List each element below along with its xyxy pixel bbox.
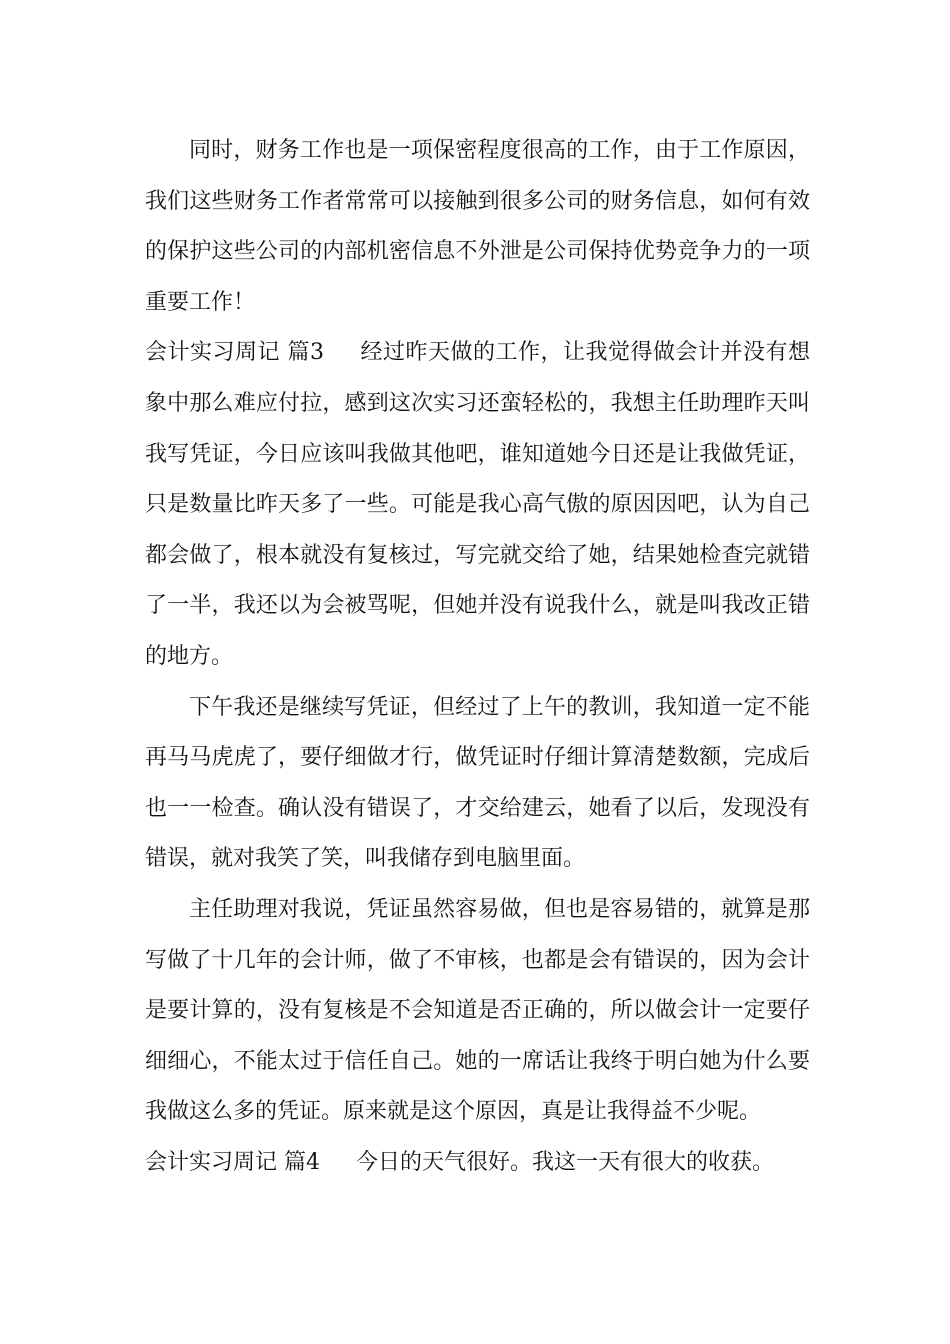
- paragraph-text: 经过昨天做的工作，让我觉得做会计并没有想象中那么难应付拉，感到这次实习还蛮轻松的，我想主任助理昨天叫我写凭证，今日应该叫我做其他吧，谁知道她今日还是让我做凭证，只是数量比昨天多了一些。可能是我心高气傲的原因因吧，认为自己都会做了，根本就没有复核过，写完就交给了她，结果她检查完就错了一半，我还以为会被骂呢，但她并没有说我什么，就是叫我改正错的地方。: [145, 340, 810, 669]
- section-heading-week-4: 会计实习周记 篇4: [145, 1149, 320, 1175]
- paragraph-text: 同时，财务工作也是一项保密程度很高的工作，由于工作原因，我们这些财务工作者常常可以接触到很多公司的财务信息，如何有效的保护这些公司的内部机密信息不外泄是公司保持优势竞争力的一项重要工作！: [145, 138, 810, 315]
- paragraph-confidentiality: [145, 126, 810, 328]
- paragraph-text: 今日的天气很好。我这一天有很大的收获。: [356, 1149, 775, 1175]
- section-week-4: [145, 1138, 810, 1189]
- paragraph-assistant-advice: [145, 885, 810, 1138]
- paragraph-text: 主任助理对我说，凭证虽然容易做，但也是容易错的，就算是那写做了十几年的会计师，做了不审核，也都是会有错误的，因为会计是要计算的，没有复核是不会知道是否正确的，所以做会计一定要仔细细心，不能太过于信任自己。她的一席话让我终于明白她为什么要我做这么多的凭证。原来就是这个原因，真是让我得益不少呢。: [145, 896, 810, 1125]
- section-heading-week-3: 会计实习周记 篇3: [145, 340, 324, 366]
- section-week-3: [145, 328, 810, 682]
- paragraph-text: 下午我还是继续写凭证，但经过了上午的教训，我知道一定不能再马马虎虎了，要仔细做才行，做凭证时仔细计算清楚数额，完成后也一一检查。确认没有错误了，才交给建云，她看了以后，发现没有错误，就对我笑了笑，叫我储存到电脑里面。: [145, 694, 810, 872]
- paragraph-afternoon: [145, 683, 810, 885]
- document-page: [145, 126, 810, 1188]
